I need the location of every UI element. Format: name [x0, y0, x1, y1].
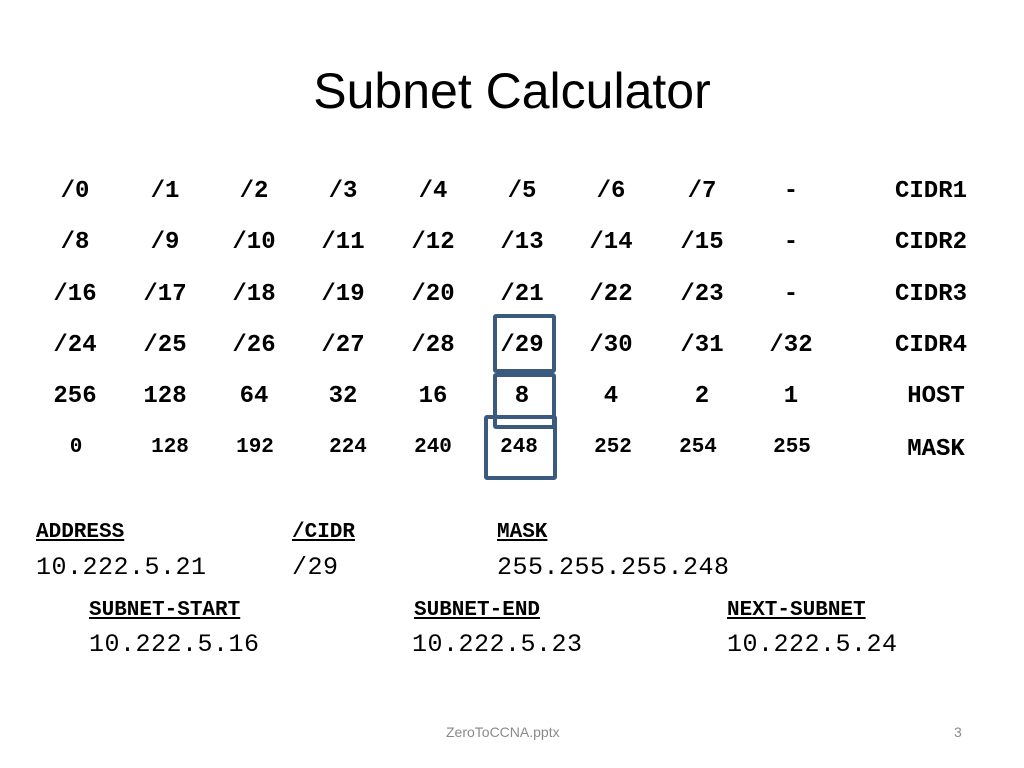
row-label: CIDR1: [894, 178, 967, 205]
table-cell: -: [783, 281, 799, 308]
next-subnet-value: 10.222.5.24: [727, 630, 898, 659]
table-cell: /3: [328, 178, 358, 205]
table-cell: 224: [329, 436, 367, 459]
table-cell: /2: [239, 178, 269, 205]
table-cell: 8: [514, 383, 530, 410]
table-cell: 128: [151, 436, 189, 459]
table-cell: /21: [500, 281, 544, 308]
table-cell: 255: [773, 436, 811, 459]
next-subnet-label: NEXT-SUBNET: [727, 599, 866, 622]
row-label: CIDR2: [894, 229, 967, 256]
table-cell: /29: [500, 332, 544, 359]
table-cell: /0: [60, 178, 90, 205]
table-cell: /18: [232, 281, 276, 308]
table-cell: /23: [680, 281, 724, 308]
table-cell: 248: [500, 436, 538, 459]
footer-filename: ZeroToCCNA.pptx: [446, 724, 560, 740]
cidr-label: /CIDR: [292, 521, 356, 544]
row-label: CIDR4: [894, 332, 967, 359]
table-cell: /28: [411, 332, 455, 359]
table-cell: /17: [143, 281, 187, 308]
table-cell: -: [783, 178, 799, 205]
mask-label: MASK: [497, 521, 548, 544]
table-cell: /32: [769, 332, 813, 359]
subnet-end-label: SUBNET-END: [414, 599, 541, 622]
table-cell: 64: [239, 383, 269, 410]
highlight-box-mask: [484, 415, 557, 480]
table-cell: -: [783, 229, 799, 256]
table-cell: /19: [321, 281, 365, 308]
table-cell: 32: [328, 383, 358, 410]
table-cell: 1: [783, 383, 799, 410]
address-label: ADDRESS: [36, 521, 125, 544]
table-cell: /25: [143, 332, 187, 359]
table-cell: 128: [143, 383, 187, 410]
table-cell: 254: [679, 436, 717, 459]
table-cell: 2: [694, 383, 710, 410]
table-cell: 252: [594, 436, 632, 459]
highlight-box-cidr: [493, 314, 556, 373]
table-cell: /20: [411, 281, 455, 308]
cidr-value: /29: [292, 553, 339, 582]
table-cell: /30: [589, 332, 633, 359]
subnet-start-label: SUBNET-START: [89, 599, 241, 622]
table-cell: /5: [507, 178, 537, 205]
table-cell: 4: [603, 383, 619, 410]
subnet-end-value: 10.222.5.23: [412, 630, 583, 659]
table-cell: /24: [53, 332, 97, 359]
slide-title: Subnet Calculator: [313, 63, 711, 119]
table-cell: /16: [53, 281, 97, 308]
table-cell: /10: [232, 229, 276, 256]
row-label: CIDR3: [894, 281, 967, 308]
table-cell: 240: [414, 436, 452, 459]
table-cell: /11: [321, 229, 365, 256]
table-cell: /31: [680, 332, 724, 359]
table-cell: /8: [60, 229, 90, 256]
table-cell: /26: [232, 332, 276, 359]
table-cell: 0: [69, 436, 83, 459]
address-value: 10.222.5.21: [36, 553, 207, 582]
page-number: 3: [954, 724, 962, 740]
row-label: MASK: [907, 436, 965, 463]
table-cell: /12: [411, 229, 455, 256]
table-cell: /15: [680, 229, 724, 256]
table-cell: /1: [150, 178, 180, 205]
subnet-start-value: 10.222.5.16: [89, 630, 260, 659]
row-label: HOST: [907, 383, 965, 410]
table-cell: /6: [596, 178, 626, 205]
table-cell: /9: [150, 229, 180, 256]
table-cell: 16: [418, 383, 448, 410]
table-cell: /13: [500, 229, 544, 256]
table-cell: /7: [687, 178, 717, 205]
table-cell: /22: [589, 281, 633, 308]
table-cell: /27: [321, 332, 365, 359]
table-cell: 192: [236, 436, 274, 459]
table-cell: /14: [589, 229, 633, 256]
table-cell: 256: [53, 383, 97, 410]
mask-value: 255.255.255.248: [497, 553, 730, 582]
table-cell: /4: [418, 178, 448, 205]
